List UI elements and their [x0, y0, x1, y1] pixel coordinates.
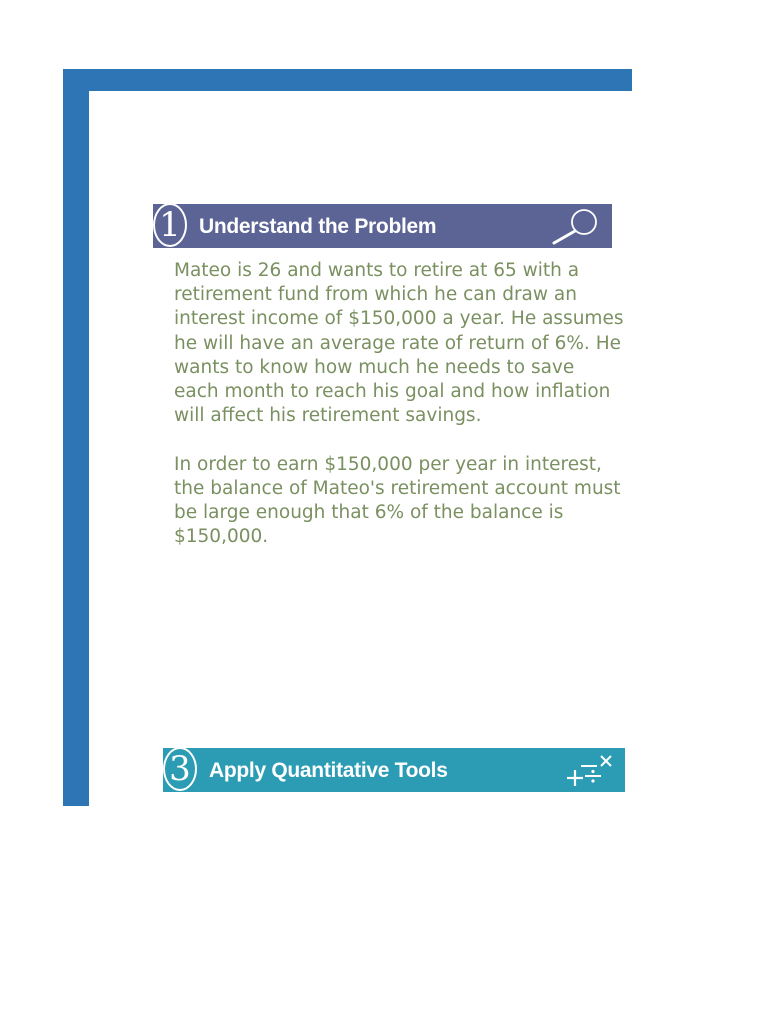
section-3-banner [163, 748, 625, 792]
problem-paragraph: Mateo is 26 and wants to retire at 65 with a retirement fund from which he can draw an interest income of $150,000 a year. He assumes he will have an average rate of return of 6%. He wants to know how much he needs to save each month to reach his goal and how inflation will affect his retirement savings. [174, 260, 624, 427]
problem-explanation-paragraph: In order to earn $150,000 per year in interest, the balance of Mateo's retirement account must be large enough that 6% of the balance is $150,000. [174, 453, 621, 548]
section-1-body [174, 259, 624, 549]
section-3-number-badge: 3 [163, 747, 197, 791]
section-3-title: Apply Quantitative Tools [209, 759, 448, 782]
section-1-title: Understand the Problem [199, 215, 437, 238]
frame-top-border [63, 69, 632, 91]
section-1-number-badge: 1 [153, 203, 187, 247]
frame-left-border [63, 69, 89, 806]
magnifying-glass-icon [546, 206, 602, 246]
math-operators-icon [561, 752, 617, 790]
section-1-banner [153, 204, 612, 248]
